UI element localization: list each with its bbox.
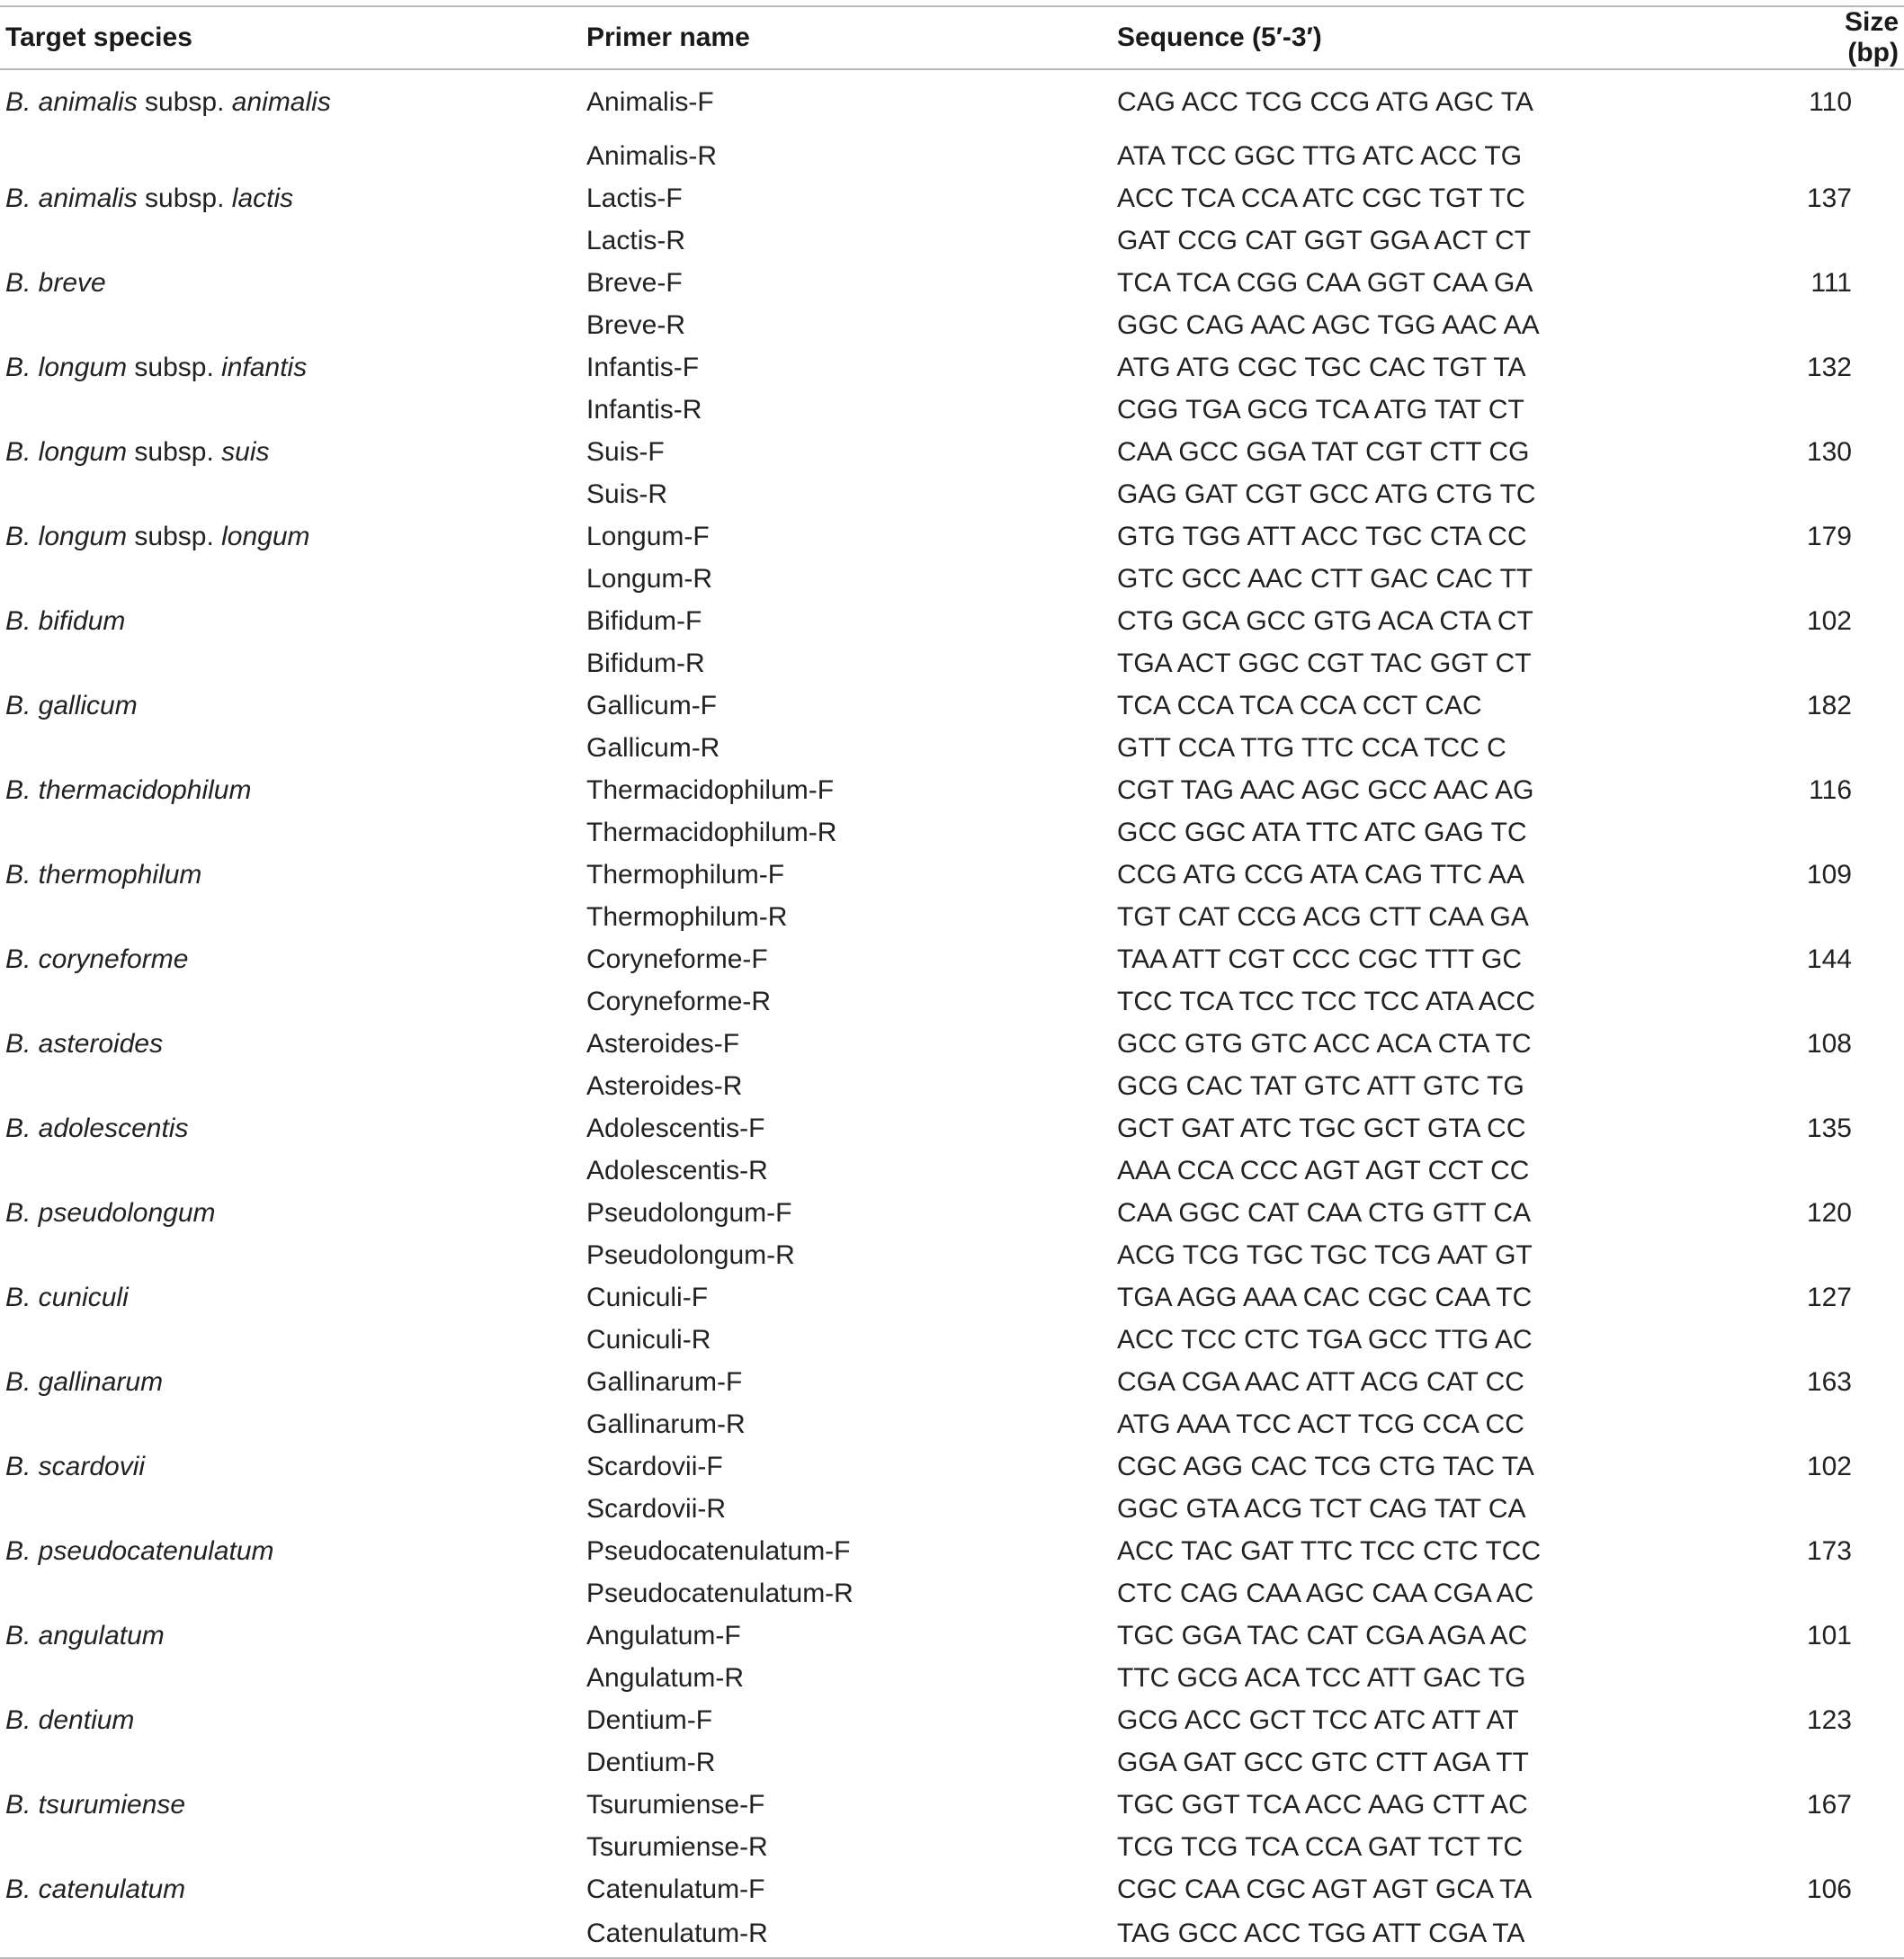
primer-name-cell: Animalis-F — [586, 87, 714, 117]
primer-name-cell: Thermophilum-F — [586, 859, 785, 890]
primer-name-cell: Pseudolongum-R — [586, 1239, 795, 1270]
empty-size-cell — [1801, 1488, 1904, 1530]
sequence-cell: ATA TCC GGC TTG ATC ACC TG — [1117, 140, 1523, 171]
primer-name-cell: Longum-F — [586, 521, 710, 551]
primer-name-cell: Breve-R — [586, 309, 686, 340]
empty-species-cell — [0, 1826, 586, 1868]
species-name-part: B. coryneforme — [5, 944, 189, 974]
primer-name-cell: Bifidum-F — [586, 605, 702, 636]
species-name-part: B. gallicum — [5, 690, 138, 720]
size-cell: 109 — [1806, 859, 1852, 890]
table-row — [0, 1572, 1904, 1615]
sequence-cell: GCC GTG GTC ACC ACA CTA TC — [1117, 1028, 1532, 1059]
table-row — [0, 1657, 1904, 1699]
empty-species-cell — [0, 389, 586, 431]
size-cell: 127 — [1806, 1282, 1852, 1312]
sequence-cell: GTC GCC AAC CTT GAC CAC TT — [1117, 563, 1533, 594]
species-name-part: B. adolescentis — [5, 1113, 189, 1143]
size-cell: 120 — [1806, 1197, 1852, 1228]
table-row — [0, 769, 1904, 811]
primer-name-cell: Bifidum-R — [586, 648, 705, 678]
table-row — [0, 1530, 1904, 1572]
sequence-cell: CTC CAG CAA AGC CAA CGA AC — [1117, 1578, 1534, 1608]
header-size: Size (bp) — [1801, 6, 1904, 69]
primer-name-cell: Scardovii-R — [586, 1493, 727, 1524]
primer-name-cell: Dentium-F — [586, 1704, 713, 1735]
species-name-part: suis — [221, 436, 270, 467]
empty-species-cell — [0, 642, 586, 684]
table-row — [0, 811, 1904, 854]
size-cell: 167 — [1806, 1789, 1852, 1820]
target-species-cell — [0, 177, 586, 219]
size-cell: 116 — [1809, 774, 1852, 805]
target-species-cell — [0, 1023, 586, 1065]
sequence-cell: GCC GGC ATA TTC ATC GAG TC — [1117, 817, 1527, 847]
sequence-cell: TCG TCG TCA CCA GAT TCT TC — [1117, 1831, 1524, 1862]
header-target-species: Target species — [0, 6, 586, 69]
sequence-cell: CGA CGA AAC ATT ACG CAT CC — [1117, 1366, 1524, 1397]
table-row — [0, 642, 1904, 684]
sequence-cell: TCA TCA CGG CAA GGT CAA GA — [1117, 267, 1533, 298]
empty-species-cell — [0, 896, 586, 938]
table-row — [0, 854, 1904, 896]
sequence-cell: CGC CAA CGC AGT AGT GCA TA — [1117, 1874, 1533, 1904]
empty-size-cell — [1801, 304, 1904, 346]
species-name-part: infantis — [221, 352, 308, 382]
table-row — [0, 1784, 1904, 1826]
target-species-cell — [0, 431, 586, 473]
species-name-part: B. bifidum — [5, 605, 126, 636]
primer-name-cell: Pseudolongum-F — [586, 1197, 792, 1228]
sequence-cell: TGA ACT GGC CGT TAC GGT CT — [1117, 648, 1532, 678]
empty-size-cell — [1801, 1572, 1904, 1615]
table-row — [0, 1868, 1904, 1910]
table-row — [0, 262, 1904, 304]
sequence-cell: TGT CAT CCG ACG CTT CAA GA — [1117, 901, 1529, 932]
species-name-part: B. scardovii — [5, 1451, 146, 1481]
sequence-cell: CGG TGA GCG TCA ATG TAT CT — [1117, 394, 1524, 425]
table-row — [0, 684, 1904, 727]
table-row — [0, 1910, 1904, 1958]
empty-species-cell — [0, 1572, 586, 1615]
header-row — [0, 6, 1904, 69]
table-row — [0, 1826, 1904, 1868]
sequence-cell: TCC TCA TCC TCC TCC ATA ACC — [1117, 986, 1536, 1016]
species-name-part: B. asteroides — [5, 1028, 164, 1059]
species-name-part: animalis — [231, 87, 331, 117]
empty-species-cell — [0, 558, 586, 600]
size-cell: 130 — [1806, 436, 1852, 467]
header-sequence: Sequence (5′-3′) — [1117, 6, 1801, 69]
empty-species-cell — [0, 1065, 586, 1107]
primer-name-cell: Angulatum-R — [586, 1662, 745, 1693]
target-species-cell — [0, 1699, 586, 1741]
empty-species-cell — [0, 473, 586, 515]
empty-size-cell — [1801, 135, 1904, 177]
empty-species-cell — [0, 811, 586, 854]
size-cell: 111 — [1810, 267, 1852, 298]
table-row — [0, 177, 1904, 219]
empty-size-cell — [1801, 1741, 1904, 1784]
species-name-part: B. dentium — [5, 1704, 135, 1735]
table-row — [0, 473, 1904, 515]
primer-name-cell: Pseudocatenulatum-F — [586, 1535, 851, 1566]
species-name-part: subsp. — [137, 183, 232, 213]
sequence-cell: ACC TAC GAT TTC TCC CTC TCC — [1117, 1535, 1542, 1566]
empty-species-cell — [0, 1234, 586, 1276]
target-species-cell — [0, 1530, 586, 1572]
empty-species-cell — [0, 1488, 586, 1530]
primer-name-cell: Gallicum-R — [586, 732, 720, 763]
primer-name-cell: Suis-R — [586, 479, 668, 509]
primer-name-cell: Scardovii-F — [586, 1451, 723, 1481]
table-row — [0, 1319, 1904, 1361]
species-name-part: B. longum — [5, 352, 128, 382]
table-row — [0, 1023, 1904, 1065]
sequence-cell: GGA GAT GCC GTC CTT AGA TT — [1117, 1747, 1529, 1777]
primer-table — [0, 5, 1904, 1959]
sequence-cell: TAA ATT CGT CCC CGC TTT GC — [1117, 944, 1523, 974]
table-row — [0, 938, 1904, 980]
primer-name-cell: Catenulatum-R — [586, 1910, 1117, 1958]
empty-species-cell — [0, 135, 586, 177]
sequence-cell: CCG ATG CCG ATA CAG TTC AA — [1117, 859, 1524, 890]
sequence-cell: GTG TGG ATT ACC TGC CTA CC — [1117, 521, 1527, 551]
sequence-cell: TGC GGA TAC CAT CGA AGA AC — [1117, 1620, 1528, 1650]
empty-species-cell — [0, 1910, 586, 1958]
table-row — [0, 1699, 1904, 1741]
sequence-cell: CAG ACC TCG CCG ATG AGC TA — [1117, 87, 1533, 117]
table-row — [0, 1192, 1904, 1234]
primer-name-cell: Cuniculi-F — [586, 1282, 709, 1312]
sequence-cell: GCT GAT ATC TGC GCT GTA CC — [1117, 1113, 1526, 1143]
primer-name-cell: Longum-R — [586, 563, 713, 594]
sequence-cell: CTG GCA GCC GTG ACA CTA CT — [1117, 605, 1533, 636]
empty-size-cell — [1801, 1403, 1904, 1445]
empty-species-cell — [0, 304, 586, 346]
primer-name-cell: Adolescentis-F — [586, 1113, 765, 1143]
sequence-cell: CAA GCC GGA TAT CGT CTT CG — [1117, 436, 1530, 467]
primer-name-cell: Thermacidophilum-F — [586, 774, 835, 805]
primer-name-cell: Infantis-R — [586, 394, 702, 425]
species-name-part: B. tsurumiense — [5, 1789, 186, 1820]
empty-species-cell — [0, 1403, 586, 1445]
empty-species-cell — [0, 727, 586, 769]
species-name-part: B. thermacidophilum — [5, 774, 252, 805]
empty-size-cell — [1801, 811, 1904, 854]
table-row — [0, 69, 1904, 135]
empty-size-cell — [1801, 1149, 1904, 1192]
sequence-cell: GCG CAC TAT GTC ATT GTC TG — [1117, 1070, 1524, 1101]
primer-name-cell: Thermophilum-R — [586, 901, 788, 932]
primer-name-cell: Suis-F — [586, 436, 665, 467]
size-cell: 132 — [1806, 352, 1852, 382]
empty-size-cell — [1801, 389, 1904, 431]
target-species-cell — [0, 1361, 586, 1403]
size-cell: 108 — [1806, 1028, 1852, 1059]
species-name-part: B. angulatum — [5, 1620, 165, 1650]
empty-species-cell — [0, 1741, 586, 1784]
primer-table-container — [0, 5, 1904, 1959]
size-cell: 182 — [1806, 690, 1852, 720]
empty-size-cell — [1801, 980, 1904, 1023]
species-name-part: B. longum — [5, 521, 128, 551]
sequence-cell: GCG ACC GCT TCC ATC ATT AT — [1117, 1704, 1519, 1735]
primer-name-cell: Gallinarum-F — [586, 1366, 743, 1397]
size-cell: 137 — [1806, 183, 1852, 213]
table-row — [0, 219, 1904, 262]
table-row — [0, 1615, 1904, 1657]
table-row — [0, 304, 1904, 346]
table-row — [0, 389, 1904, 431]
size-cell: 106 — [1806, 1874, 1852, 1904]
sequence-cell: TTC GCG ACA TCC ATT GAC TG — [1117, 1662, 1526, 1693]
size-cell: 173 — [1806, 1535, 1852, 1566]
table-body — [0, 69, 1904, 1958]
table-row — [0, 1276, 1904, 1319]
target-species-cell — [0, 69, 586, 135]
species-name-part: subsp. — [127, 436, 222, 467]
species-name-part: subsp. — [127, 352, 222, 382]
empty-size-cell — [1801, 1657, 1904, 1699]
primer-name-cell: Cuniculi-R — [586, 1324, 711, 1355]
size-cell: 102 — [1806, 605, 1852, 636]
sequence-cell: GGC GTA ACG TCT CAG TAT CA — [1117, 1493, 1526, 1524]
primer-name-cell: Catenulatum-F — [586, 1874, 765, 1904]
table-header — [0, 6, 1904, 69]
primer-name-cell: Adolescentis-R — [586, 1155, 768, 1185]
target-species-cell — [0, 1868, 586, 1910]
table-row — [0, 515, 1904, 558]
species-name-part: B. breve — [5, 267, 106, 298]
empty-size-cell — [1801, 1910, 1904, 1958]
primer-name-cell: Asteroides-R — [586, 1070, 743, 1101]
primer-name-cell: Coryneforme-R — [586, 986, 772, 1016]
empty-species-cell — [0, 219, 586, 262]
primer-name-cell: Coryneforme-F — [586, 944, 768, 974]
primer-name-cell: Infantis-F — [586, 352, 700, 382]
target-species-cell — [0, 1445, 586, 1488]
empty-size-cell — [1801, 1319, 1904, 1361]
size-cell: 135 — [1806, 1113, 1852, 1143]
table-row — [0, 1149, 1904, 1192]
target-species-cell — [0, 346, 586, 389]
sequence-cell: CGC AGG CAC TCG CTG TAC TA — [1117, 1451, 1534, 1481]
species-name-part: B. longum — [5, 436, 128, 467]
sequence-cell: TGC GGT TCA ACC AAG CTT AC — [1117, 1789, 1528, 1820]
target-species-cell — [0, 938, 586, 980]
primer-name-cell: Dentium-R — [586, 1747, 716, 1777]
primer-name-cell: Gallicum-F — [586, 690, 718, 720]
sequence-cell: AAA CCA CCC AGT AGT CCT CC — [1117, 1155, 1530, 1185]
sequence-cell: ACC TCA CCA ATC CGC TGT TC — [1117, 183, 1525, 213]
primer-name-cell: Pseudocatenulatum-R — [586, 1578, 854, 1608]
primer-name-cell: Animalis-R — [586, 140, 718, 171]
empty-size-cell — [1801, 1234, 1904, 1276]
empty-species-cell — [0, 1149, 586, 1192]
primer-name-cell: Tsurumiense-F — [586, 1789, 765, 1820]
table-row — [0, 1361, 1904, 1403]
target-species-cell — [0, 684, 586, 727]
primer-name-cell: Angulatum-F — [586, 1620, 741, 1650]
sequence-cell: TAG GCC ACC TGG ATT CGA TA — [1117, 1910, 1801, 1958]
target-species-cell — [0, 262, 586, 304]
target-species-cell — [0, 769, 586, 811]
empty-size-cell — [1801, 727, 1904, 769]
table-row — [0, 727, 1904, 769]
species-name-part: B. animalis — [5, 183, 138, 213]
species-name-part: B. gallinarum — [5, 1366, 164, 1397]
species-name-part: B. animalis — [5, 87, 138, 117]
species-name-part: B. pseudolongum — [5, 1197, 216, 1228]
target-species-cell — [0, 854, 586, 896]
sequence-cell: TGA AGG AAA CAC CGC CAA TC — [1117, 1282, 1533, 1312]
size-cell: 102 — [1806, 1451, 1852, 1481]
target-species-cell — [0, 1192, 586, 1234]
table-row — [0, 1741, 1904, 1784]
table-row — [0, 600, 1904, 642]
size-cell: 144 — [1806, 944, 1852, 974]
table-row — [0, 558, 1904, 600]
sequence-cell: GAT CCG CAT GGT GGA ACT CT — [1117, 225, 1532, 255]
table-row — [0, 1488, 1904, 1530]
sequence-cell: GTT CCA TTG TTC CCA TCC C — [1117, 732, 1506, 763]
sequence-cell: GAG GAT CGT GCC ATG CTG TC — [1117, 479, 1536, 509]
sequence-cell: ACG TCG TGC TGC TCG AAT GT — [1117, 1239, 1533, 1270]
size-cell: 101 — [1806, 1620, 1852, 1650]
sequence-cell: CAA GGC CAT CAA CTG GTT CA — [1117, 1197, 1532, 1228]
empty-species-cell — [0, 1657, 586, 1699]
empty-size-cell — [1801, 1065, 1904, 1107]
target-species-cell — [0, 515, 586, 558]
table-row — [0, 896, 1904, 938]
empty-size-cell — [1801, 473, 1904, 515]
sequence-cell: ATG AAA TCC ACT TCG CCA CC — [1117, 1409, 1524, 1439]
table-row — [0, 1445, 1904, 1488]
sequence-cell: GGC CAG AAC AGC TGG AAC AA — [1117, 309, 1540, 340]
primer-name-cell: Lactis-F — [586, 183, 683, 213]
size-cell: 163 — [1806, 1366, 1852, 1397]
species-name-part: B. cuniculi — [5, 1282, 129, 1312]
primer-name-cell: Thermacidophilum-R — [586, 817, 837, 847]
empty-size-cell — [1801, 558, 1904, 600]
target-species-cell — [0, 1276, 586, 1319]
size-cell: 110 — [1809, 87, 1852, 117]
target-species-cell — [0, 1615, 586, 1657]
species-name-part: subsp. — [127, 521, 222, 551]
size-cell: 179 — [1806, 521, 1852, 551]
empty-size-cell — [1801, 642, 1904, 684]
table-row — [0, 980, 1904, 1023]
table-row — [0, 346, 1904, 389]
empty-species-cell — [0, 1319, 586, 1361]
table-row — [0, 1065, 1904, 1107]
table-row — [0, 135, 1904, 177]
empty-size-cell — [1801, 1826, 1904, 1868]
target-species-cell — [0, 600, 586, 642]
header-primer-name: Primer name — [586, 6, 1117, 69]
table-row — [0, 1403, 1904, 1445]
species-name-part: B. thermophilum — [5, 859, 202, 890]
size-cell: 123 — [1806, 1704, 1852, 1735]
species-name-part: subsp. — [137, 87, 232, 117]
primer-name-cell: Gallinarum-R — [586, 1409, 746, 1439]
target-species-cell — [0, 1784, 586, 1826]
sequence-cell: TCA CCA TCA CCA CCT CAC — [1117, 690, 1482, 720]
sequence-cell: ATG ATG CGC TGC CAC TGT TA — [1117, 352, 1526, 382]
sequence-cell: CGT TAG AAC AGC GCC AAC AG — [1117, 774, 1534, 805]
primer-name-cell: Asteroides-F — [586, 1028, 740, 1059]
table-row — [0, 1107, 1904, 1149]
primer-name-cell: Lactis-R — [586, 225, 686, 255]
empty-size-cell — [1801, 896, 1904, 938]
species-name-part: lactis — [231, 183, 294, 213]
species-name-part: B. catenulatum — [5, 1874, 186, 1904]
primer-name-cell: Tsurumiense-R — [586, 1831, 768, 1862]
target-species-cell — [0, 1107, 586, 1149]
table-row — [0, 1234, 1904, 1276]
empty-size-cell — [1801, 219, 1904, 262]
empty-species-cell — [0, 980, 586, 1023]
primer-name-cell: Breve-F — [586, 267, 683, 298]
table-row — [0, 431, 1904, 473]
species-name-part: longum — [221, 521, 310, 551]
species-name-part: B. pseudocatenulatum — [5, 1535, 274, 1566]
sequence-cell: ACC TCC CTC TGA GCC TTG AC — [1117, 1324, 1533, 1355]
